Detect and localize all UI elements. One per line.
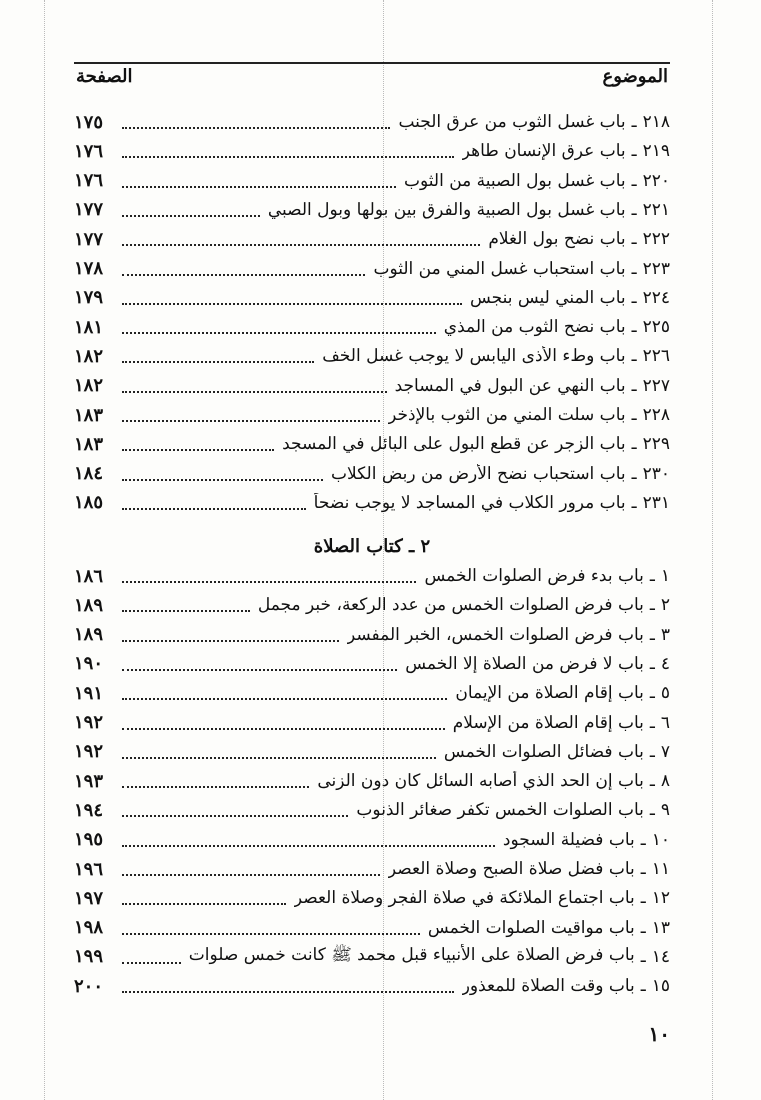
dot-leader	[122, 332, 436, 334]
entry-number: ٢٢٣	[642, 258, 670, 279]
toc-entry	[74, 284, 670, 312]
entry-title: باب إن الحد الذي أصابه السائل كان دون الزنى	[317, 771, 644, 792]
dot-leader	[122, 449, 274, 451]
entry-page: ١٨٤	[74, 463, 104, 485]
dot-leader	[122, 303, 462, 305]
entry-page: ١٧٧	[74, 199, 104, 221]
dot-leader	[122, 215, 260, 217]
entry-page: ١٧٦	[74, 170, 104, 192]
dot-leader	[122, 127, 390, 129]
entry-number: ١٥	[651, 976, 670, 997]
toc-entry	[74, 225, 670, 253]
toc-entry	[74, 313, 670, 341]
entry-title: باب الزجر عن قطع البول على البائل في المسجد	[282, 434, 626, 455]
entry-number: ٦	[660, 712, 670, 733]
entry-title: باب عرق الإنسان طاهر	[461, 141, 626, 162]
dot-leader	[122, 156, 454, 158]
entry-title: باب لا فرض من الصلاة إلا الخمس	[405, 653, 644, 674]
entry-separator: ـ	[631, 492, 637, 513]
toc-header	[74, 62, 670, 92]
entry-number: ٧	[660, 741, 670, 762]
entry-number: ٢٢٨	[642, 405, 670, 425]
page-column-label: الصفحة	[76, 66, 133, 87]
entry-separator: ـ	[631, 434, 637, 455]
toc-entry	[74, 342, 670, 370]
dot-leader	[122, 757, 436, 759]
entry-page: ١٩٠	[74, 653, 104, 675]
entry-page: ١٧٨	[74, 258, 104, 279]
entry-title: باب غسل بول الصبية من الثوب	[403, 170, 626, 191]
toc-entry	[74, 401, 670, 429]
entry-title: باب فرض الصلوات الخمس من عدد الركعة، خبر مجمل	[257, 595, 644, 616]
entry-number: ٢٢٠	[642, 170, 670, 191]
entry-number: ٢٣٠	[642, 463, 670, 484]
entry-separator: ـ	[649, 653, 655, 674]
entry-number: ١٣	[651, 917, 670, 938]
entry-separator: ـ	[631, 346, 637, 367]
entry-page: ١٧٥	[74, 111, 104, 133]
toc-entry	[74, 796, 670, 824]
toc-entry	[74, 709, 670, 737]
entry-page: ١٨٢	[74, 345, 104, 367]
entry-title: باب وقت الصلاة للمعذور	[461, 976, 635, 997]
entry-number: ٢٢٢	[642, 229, 670, 250]
entry-title: باب الصلوات الخمس تكفر صغائر الذنوب	[356, 800, 644, 821]
entry-page: ١٩٢	[74, 712, 104, 733]
toc-entry	[74, 255, 670, 283]
entry-separator: ـ	[631, 317, 637, 338]
toc-entry	[74, 943, 670, 971]
entry-number: ٥	[660, 683, 670, 704]
entry-separator: ـ	[631, 287, 637, 308]
subject-column-label: الموضوع	[602, 66, 668, 87]
dot-leader	[122, 962, 181, 964]
dot-leader	[122, 640, 339, 642]
entry-separator: ـ	[631, 141, 637, 162]
entry-title: باب فضائل الصلوات الخمس	[443, 741, 644, 762]
entry-separator: ـ	[649, 800, 655, 821]
dot-leader	[122, 903, 286, 905]
dot-leader	[122, 933, 420, 935]
dot-leader	[122, 274, 365, 276]
dot-leader	[122, 728, 445, 730]
scan-artifact-line	[44, 0, 45, 1100]
toc-entry	[74, 137, 670, 165]
toc-entry	[74, 767, 670, 795]
entry-number: ١٤	[651, 946, 670, 967]
toc-entry	[74, 826, 670, 854]
dot-leader	[122, 244, 480, 246]
entry-page: ١٩٢	[74, 741, 104, 763]
entry-title: باب نضح الثوب من المذي	[443, 317, 626, 338]
dot-leader	[122, 610, 250, 612]
entry-separator: ـ	[640, 829, 646, 850]
entry-separator: ـ	[640, 888, 646, 909]
toc-entry	[74, 855, 670, 883]
entry-number: ٩	[660, 800, 670, 821]
entry-title: باب غسل بول الصبية والفرق بين بولها وبول الصبي	[267, 199, 626, 220]
entry-number: ٢٢١	[642, 199, 670, 220]
entry-title: باب فرض الصلوات الخمس، الخبر المفسر	[346, 624, 644, 645]
toc-entry	[74, 884, 670, 912]
entry-number: ٢٢٤	[642, 287, 670, 308]
entry-title: باب غسل الثوب من عرق الجنب	[398, 112, 626, 132]
dot-leader	[122, 786, 309, 788]
entry-separator: ـ	[631, 199, 637, 220]
entry-number: ٤	[660, 653, 670, 674]
dot-leader	[122, 698, 447, 700]
toc-entry	[74, 679, 670, 707]
entry-number: ١١	[651, 859, 670, 879]
entry-page: ١٧٩	[74, 287, 104, 309]
dot-leader	[122, 669, 397, 671]
entry-title: باب مواقيت الصلوات الخمس	[427, 917, 635, 938]
entry-title: باب استحباب نضح الأرض من ربض الكلاب	[331, 463, 626, 484]
entry-separator: ـ	[640, 946, 646, 967]
entry-title: باب المني ليس بنجس	[469, 287, 626, 308]
entry-number: ١٠	[651, 829, 670, 850]
dot-leader	[122, 815, 348, 817]
entry-page: ١٨٩	[74, 624, 104, 646]
dot-leader	[122, 508, 306, 510]
entry-separator: ـ	[640, 859, 646, 879]
entry-number: ٢١٩	[642, 141, 670, 162]
entry-page: ١٩٩	[74, 946, 104, 968]
toc-entry	[74, 562, 670, 590]
entry-title: باب فضل صلاة الصبح وصلاة العصر	[387, 859, 635, 879]
entry-number: ٢٣١	[642, 492, 670, 513]
entry-number: ١٢	[651, 888, 670, 909]
entry-page: ١٧٧	[74, 228, 104, 250]
entry-page: ١٩١	[74, 682, 104, 704]
entry-title: باب إقام الصلاة من الإسلام	[452, 712, 644, 733]
entry-title: باب فرض الصلاة على الأنبياء قبل محمد ﷺ كانت خمس صلوات	[188, 945, 635, 966]
entry-number: ٢	[660, 595, 670, 616]
entry-page: ١٨١	[74, 316, 104, 338]
entry-number: ٨	[660, 771, 670, 792]
dot-leader	[122, 991, 454, 993]
toc-entry	[74, 167, 670, 195]
entry-page: ١٩٨	[74, 917, 104, 939]
entry-page: ١٩٣	[74, 770, 104, 792]
toc-entry	[74, 738, 670, 766]
entry-separator: ـ	[631, 112, 637, 132]
entry-page: ٢٠٠	[74, 975, 104, 997]
entry-page: ١٩٧	[74, 887, 104, 909]
toc-entry	[74, 108, 670, 136]
entry-separator: ـ	[631, 375, 637, 396]
entry-number: ٣	[660, 624, 670, 645]
entry-separator: ـ	[649, 595, 655, 616]
entry-title: باب سلت المني من الثوب بالإذخر	[388, 405, 626, 425]
entry-number: ٢٢٩	[642, 434, 670, 455]
entry-page: ١٨٥	[74, 492, 104, 514]
dot-leader	[122, 845, 495, 847]
entry-page: ١٧٦	[74, 140, 104, 162]
entry-separator: ـ	[631, 258, 637, 279]
scan-artifact-line	[712, 0, 713, 1100]
entry-page: ١٨٣	[74, 404, 104, 426]
entry-separator: ـ	[631, 405, 637, 425]
section-title: ٢ ـ كتاب الصلاة	[313, 536, 431, 557]
entry-separator: ـ	[649, 566, 655, 586]
entry-title: باب بدء فرض الصلوات الخمس	[424, 566, 644, 586]
toc-entry	[74, 460, 670, 488]
toc-entry	[74, 621, 670, 649]
entry-number: ١	[660, 566, 670, 586]
entry-page: ١٨٩	[74, 594, 104, 616]
entry-page: ١٨٣	[74, 433, 104, 455]
dot-leader	[122, 186, 396, 188]
entry-page: ١٩٦	[74, 858, 104, 880]
toc-entry	[74, 591, 670, 619]
entry-title: باب استحباب غسل المني من الثوب	[373, 258, 626, 279]
entry-title: باب وطء الأذى اليابس لا يوجب غسل الخف	[322, 346, 626, 367]
entry-separator: ـ	[649, 624, 655, 645]
entry-separator: ـ	[640, 917, 646, 938]
entry-separator: ـ	[649, 741, 655, 762]
toc-entry	[74, 914, 670, 942]
entry-title: باب فضيلة السجود	[502, 829, 635, 850]
entry-separator: ـ	[631, 463, 637, 484]
entry-page: ١٨٢	[74, 375, 104, 397]
toc-entry	[74, 489, 670, 517]
entry-title: باب مرور الكلاب في المساجد لا يوجب نضحاً	[313, 492, 626, 513]
entry-separator: ـ	[649, 683, 655, 704]
toc-entry	[74, 430, 670, 458]
entry-page: ١٨٦	[74, 565, 104, 587]
dot-leader	[122, 391, 387, 393]
entry-page: ١٩٥	[74, 829, 104, 851]
entry-number: ٢١٨	[642, 112, 670, 132]
toc-entry	[74, 650, 670, 678]
dot-leader	[122, 874, 380, 876]
entry-separator: ـ	[649, 712, 655, 733]
entry-title: باب إقام الصلاة من الإيمان	[455, 683, 644, 704]
toc-entry	[74, 972, 670, 1000]
dot-leader	[122, 479, 323, 481]
dot-leader	[122, 581, 416, 583]
entry-separator: ـ	[631, 229, 637, 250]
entry-title: باب اجتماع الملائكة في صلاة الفجر وصلاة العصر	[293, 888, 635, 909]
entry-separator: ـ	[649, 771, 655, 792]
entry-number: ٢٢٧	[642, 375, 670, 396]
dot-leader	[122, 361, 314, 363]
entry-title: باب النهي عن البول في المساجد	[394, 375, 626, 396]
entry-separator: ـ	[631, 170, 637, 191]
entry-separator: ـ	[640, 976, 646, 997]
entry-number: ٢٢٥	[642, 317, 670, 338]
entry-page: ١٩٤	[74, 799, 104, 821]
dot-leader	[122, 420, 380, 422]
entry-number: ٢٢٦	[642, 346, 670, 367]
page-number: ١٠	[648, 1022, 670, 1046]
toc-entry	[74, 372, 670, 400]
toc-entry	[74, 196, 670, 224]
entry-title: باب نضح بول الغلام	[488, 229, 626, 250]
